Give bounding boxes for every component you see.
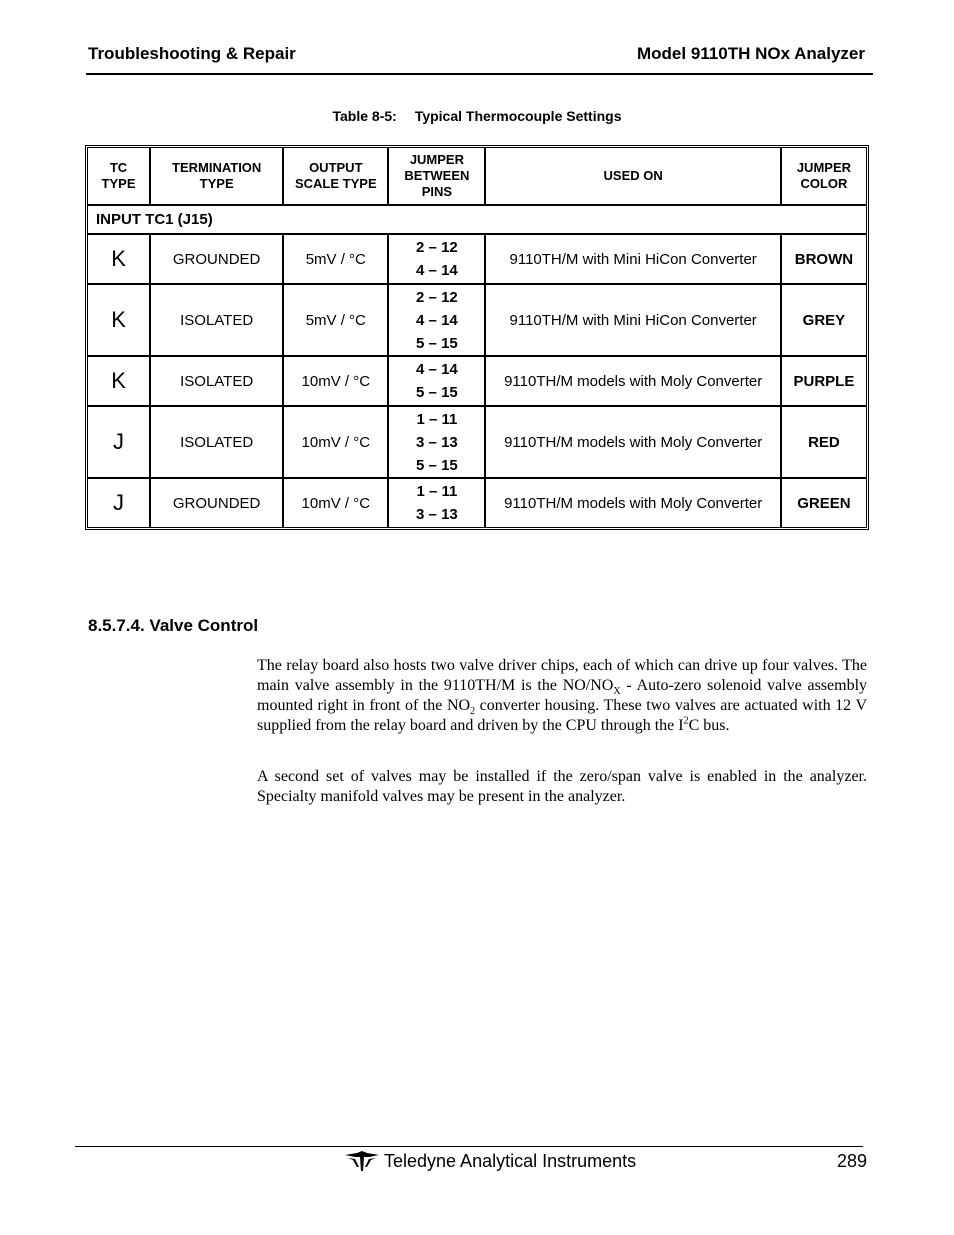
scale-cell: 5mV / °C (283, 284, 388, 356)
termination-cell: GROUNDED (150, 478, 283, 528)
header-section-title: Troubleshooting & Repair (88, 44, 296, 63)
tc-type-cell: K (87, 356, 150, 406)
table-section-row (87, 205, 867, 234)
header-divider (86, 73, 873, 75)
table-row (87, 478, 867, 528)
pins-cell: 1 – 11 3 – 13 5 – 15 (388, 406, 485, 478)
paragraph-valve-drivers: The relay board also hosts two valve driver chips, each of which can drive up four valves. The main valve assembly in the 9110TH/M is the $NO/NO_X$ - Auto-zero solenoid valve assembly mounted right in front of the $NO_2$ converter housing. These two valves are actuated with 12 V supplied from the relay board and driven by the CPU through the $I^2C$ bus. (257, 657, 868, 734)
col-header-used-on: USED ON (485, 147, 780, 205)
col-header-jumper-pins: JUMPER BETWEEN PINS (388, 147, 485, 205)
footer-divider (75, 1146, 863, 1147)
termination-cell: ISOLATED (150, 356, 283, 406)
thermocouple-table (85, 145, 869, 530)
used-on-cell: 9110TH/M models with Moly Converter (485, 406, 780, 478)
table-row (87, 356, 867, 406)
jumper-color-cell: RED (781, 406, 867, 478)
jumper-color-cell: BROWN (781, 234, 867, 284)
table-caption (0, 108, 954, 124)
col-header-jumper-color: JUMPER COLOR (781, 147, 867, 205)
col-header-tc-type: TC TYPE (87, 147, 150, 205)
pins-cell: 4 – 14 5 – 15 (388, 356, 485, 406)
used-on-cell: 9110TH/M models with Moly Converter (485, 356, 780, 406)
pins-cell: 1 – 11 3 – 13 (388, 478, 485, 528)
scale-cell: 5mV / °C (283, 234, 388, 284)
scale-cell: 10mV / °C (283, 356, 388, 406)
footer-company: Teledyne Analytical Instruments (384, 1151, 637, 1171)
used-on-cell: 9110TH/M with Mini HiCon Converter (485, 234, 780, 284)
page-number: 289 (836, 1151, 867, 1171)
jumper-color-cell: GREY (781, 284, 867, 356)
jumper-color-cell: PURPLE (781, 356, 867, 406)
table-header-row (87, 147, 867, 205)
paragraph-second-valve-set: A second set of valves may be installed if the zero/span valve is enabled in the analyzer. Specialty manifold valves may be present in the analyzer. (257, 768, 867, 805)
jumper-color-cell: GREEN (781, 478, 867, 528)
table-caption-title: Typical Thermocouple Settings (414, 108, 622, 124)
col-header-termination-type: TERMINATION TYPE (150, 147, 283, 205)
used-on-cell: 9110TH/M with Mini HiCon Converter (485, 284, 780, 356)
tc-type-cell: K (87, 284, 150, 356)
termination-cell: GROUNDED (150, 234, 283, 284)
tc-type-cell: K (87, 234, 150, 284)
pins-cell: 2 – 12 4 – 14 (388, 234, 485, 284)
tc-type-cell: J (87, 406, 150, 478)
termination-cell: ISOLATED (150, 284, 283, 356)
termination-cell: ISOLATED (150, 406, 283, 478)
section-heading: 8.5.7.4. Valve Control (88, 616, 259, 635)
col-header-output-scale: OUTPUT SCALE TYPE (283, 147, 388, 205)
table-row (87, 284, 867, 356)
header-model-title: Model 9110TH NOx Analyzer (636, 44, 865, 63)
table-caption-number: Table 8-5: (332, 108, 397, 124)
section-label: INPUT TC1 (J15) (87, 205, 867, 234)
tc-type-cell: J (87, 478, 150, 528)
used-on-cell: 9110TH/M models with Moly Converter (485, 478, 780, 528)
teledyne-logo-icon (345, 1151, 379, 1171)
table-row (87, 234, 867, 284)
scale-cell: 10mV / °C (283, 478, 388, 528)
scale-cell: 10mV / °C (283, 406, 388, 478)
table-row (87, 406, 867, 478)
pins-cell: 2 – 12 4 – 14 5 – 15 (388, 284, 485, 356)
